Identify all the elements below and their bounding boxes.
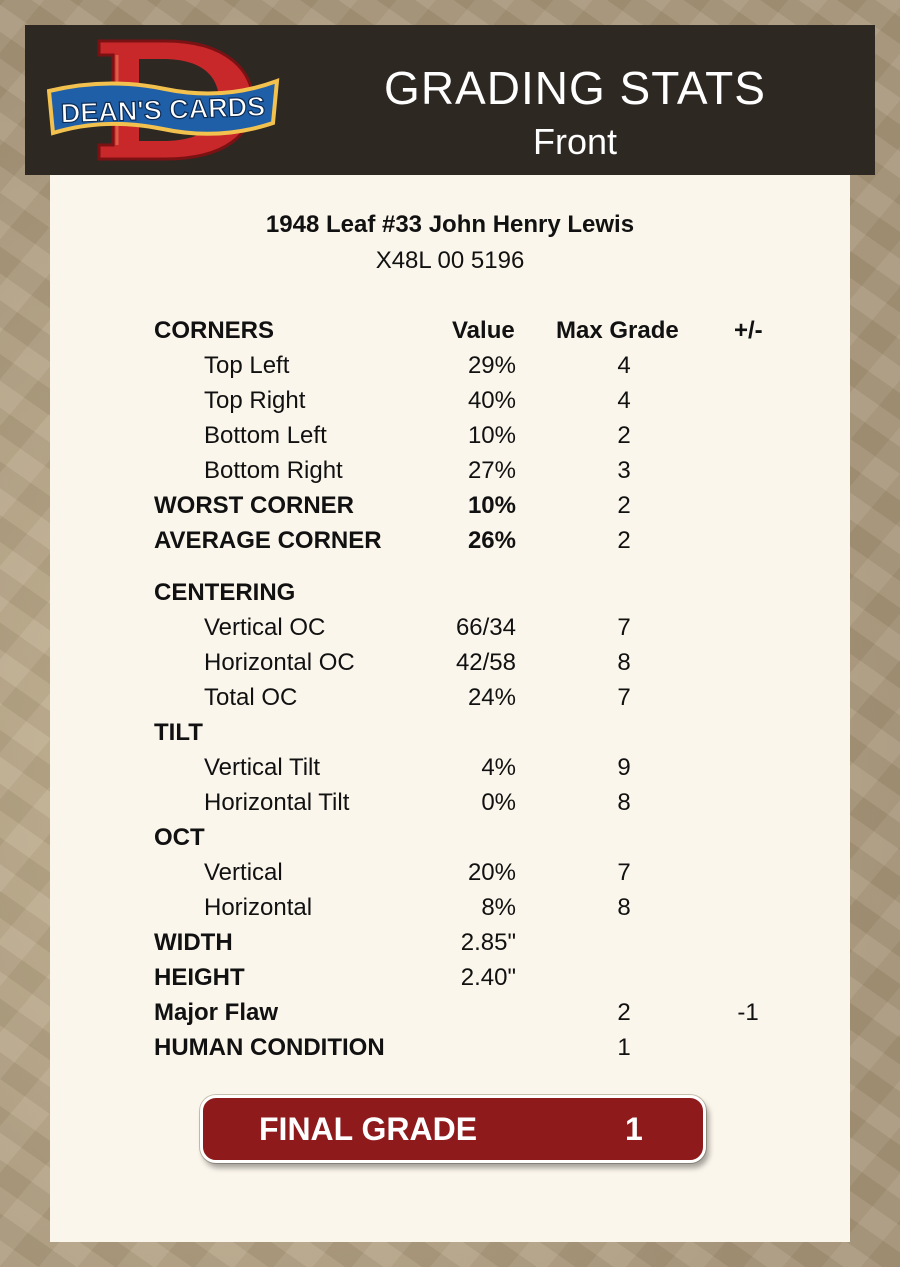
page-subtitle: Front — [532, 121, 618, 162]
row-max-grade: 2 — [617, 492, 631, 519]
row-total-oc — [50, 684, 850, 714]
row-human-condition — [50, 1034, 850, 1064]
row-top-left — [50, 352, 850, 382]
row-label: HEIGHT — [154, 964, 245, 991]
row-value: 10% — [467, 422, 516, 449]
row-value: 0% — [481, 789, 516, 816]
row-max-grade: 3 — [617, 457, 631, 484]
centering-header-row — [50, 579, 850, 609]
column-plus-minus: +/- — [734, 317, 763, 344]
header-bar — [25, 25, 875, 175]
row-label: Major Flaw — [154, 999, 279, 1026]
row-max-grade: 7 — [617, 859, 631, 886]
row-value: 24% — [467, 684, 516, 711]
row-label: Bottom Right — [204, 457, 343, 484]
row-max-grade: 2 — [617, 422, 631, 449]
row-label: Bottom Left — [204, 422, 327, 449]
row-max-grade: 8 — [617, 789, 631, 816]
row-max-grade: 1 — [617, 1034, 631, 1061]
row-label: Vertical Tilt — [204, 754, 321, 781]
page-title: GRADING STATS — [384, 62, 766, 114]
cert-number: X48L 00 5196 — [375, 247, 525, 274]
row-label: Vertical — [204, 859, 283, 886]
row-plus-minus: -1 — [737, 999, 759, 1026]
row-value: 2.85" — [460, 929, 516, 956]
row-value: 26% — [467, 527, 516, 554]
card-name: 1948 Leaf #33 John Henry Lewis — [265, 211, 635, 238]
deans-cards-logo — [47, 37, 283, 163]
column-value: Value — [452, 317, 515, 344]
row-label: Top Left — [204, 352, 290, 379]
row-top-right — [50, 387, 850, 417]
grading-panel — [50, 175, 850, 1242]
row-max-grade: 8 — [617, 894, 631, 921]
row-label: HUMAN CONDITION — [154, 1034, 385, 1061]
final-grade-value: 1 — [625, 1111, 643, 1147]
row-value: 66/34 — [455, 614, 516, 641]
row-label: WIDTH — [154, 929, 233, 956]
row-value: 20% — [467, 859, 516, 886]
oct-header-row — [50, 824, 850, 854]
row-oct-vertical — [50, 859, 850, 889]
final-grade-banner — [200, 1095, 706, 1163]
row-label: WORST CORNER — [154, 492, 354, 519]
row-label: Horizontal OC — [204, 649, 355, 676]
row-value: 4% — [481, 754, 516, 781]
row-major-flaw — [50, 999, 850, 1029]
row-worst-corner — [50, 492, 850, 522]
row-max-grade: 2 — [617, 527, 631, 554]
row-label: Horizontal — [204, 894, 313, 921]
row-horizontal-tilt — [50, 789, 850, 819]
final-grade-label: FINAL GRADE — [259, 1111, 478, 1147]
row-max-grade: 2 — [617, 999, 631, 1026]
section-centering: CENTERING — [154, 579, 296, 606]
row-value: 8% — [481, 894, 516, 921]
row-max-grade: 4 — [617, 387, 631, 414]
row-vertical-tilt — [50, 754, 850, 784]
row-value: 2.40" — [460, 964, 516, 991]
row-average-corner — [50, 527, 850, 557]
svg-text:DEAN'S CARDS: DEAN'S CARDS — [60, 91, 266, 129]
section-tilt: TILT — [154, 719, 203, 746]
row-max-grade: 7 — [617, 614, 631, 641]
row-max-grade: 4 — [617, 352, 631, 379]
corners-header-row — [50, 317, 850, 347]
row-label: AVERAGE CORNER — [154, 527, 382, 554]
row-label: Vertical OC — [204, 614, 326, 641]
row-oct-horizontal — [50, 894, 850, 924]
row-bottom-right — [50, 457, 850, 487]
row-vertical-oc — [50, 614, 850, 644]
row-value: 27% — [467, 457, 516, 484]
row-label: Total OC — [204, 684, 298, 711]
row-bottom-left — [50, 422, 850, 452]
row-label: Top Right — [204, 387, 306, 414]
section-corners: CORNERS — [154, 317, 275, 344]
row-horizontal-oc — [50, 649, 850, 679]
row-max-grade: 7 — [617, 684, 631, 711]
section-oct: OCT — [154, 824, 205, 851]
row-height — [50, 964, 850, 994]
tilt-header-row — [50, 719, 850, 749]
row-value: 42/58 — [455, 649, 516, 676]
row-value: 40% — [467, 387, 516, 414]
row-max-grade: 8 — [617, 649, 631, 676]
row-label: Horizontal Tilt — [204, 789, 350, 816]
column-max-grade: Max Grade — [556, 317, 679, 344]
row-width — [50, 929, 850, 959]
row-max-grade: 9 — [617, 754, 631, 781]
row-value: 10% — [467, 492, 516, 519]
row-value: 29% — [467, 352, 516, 379]
